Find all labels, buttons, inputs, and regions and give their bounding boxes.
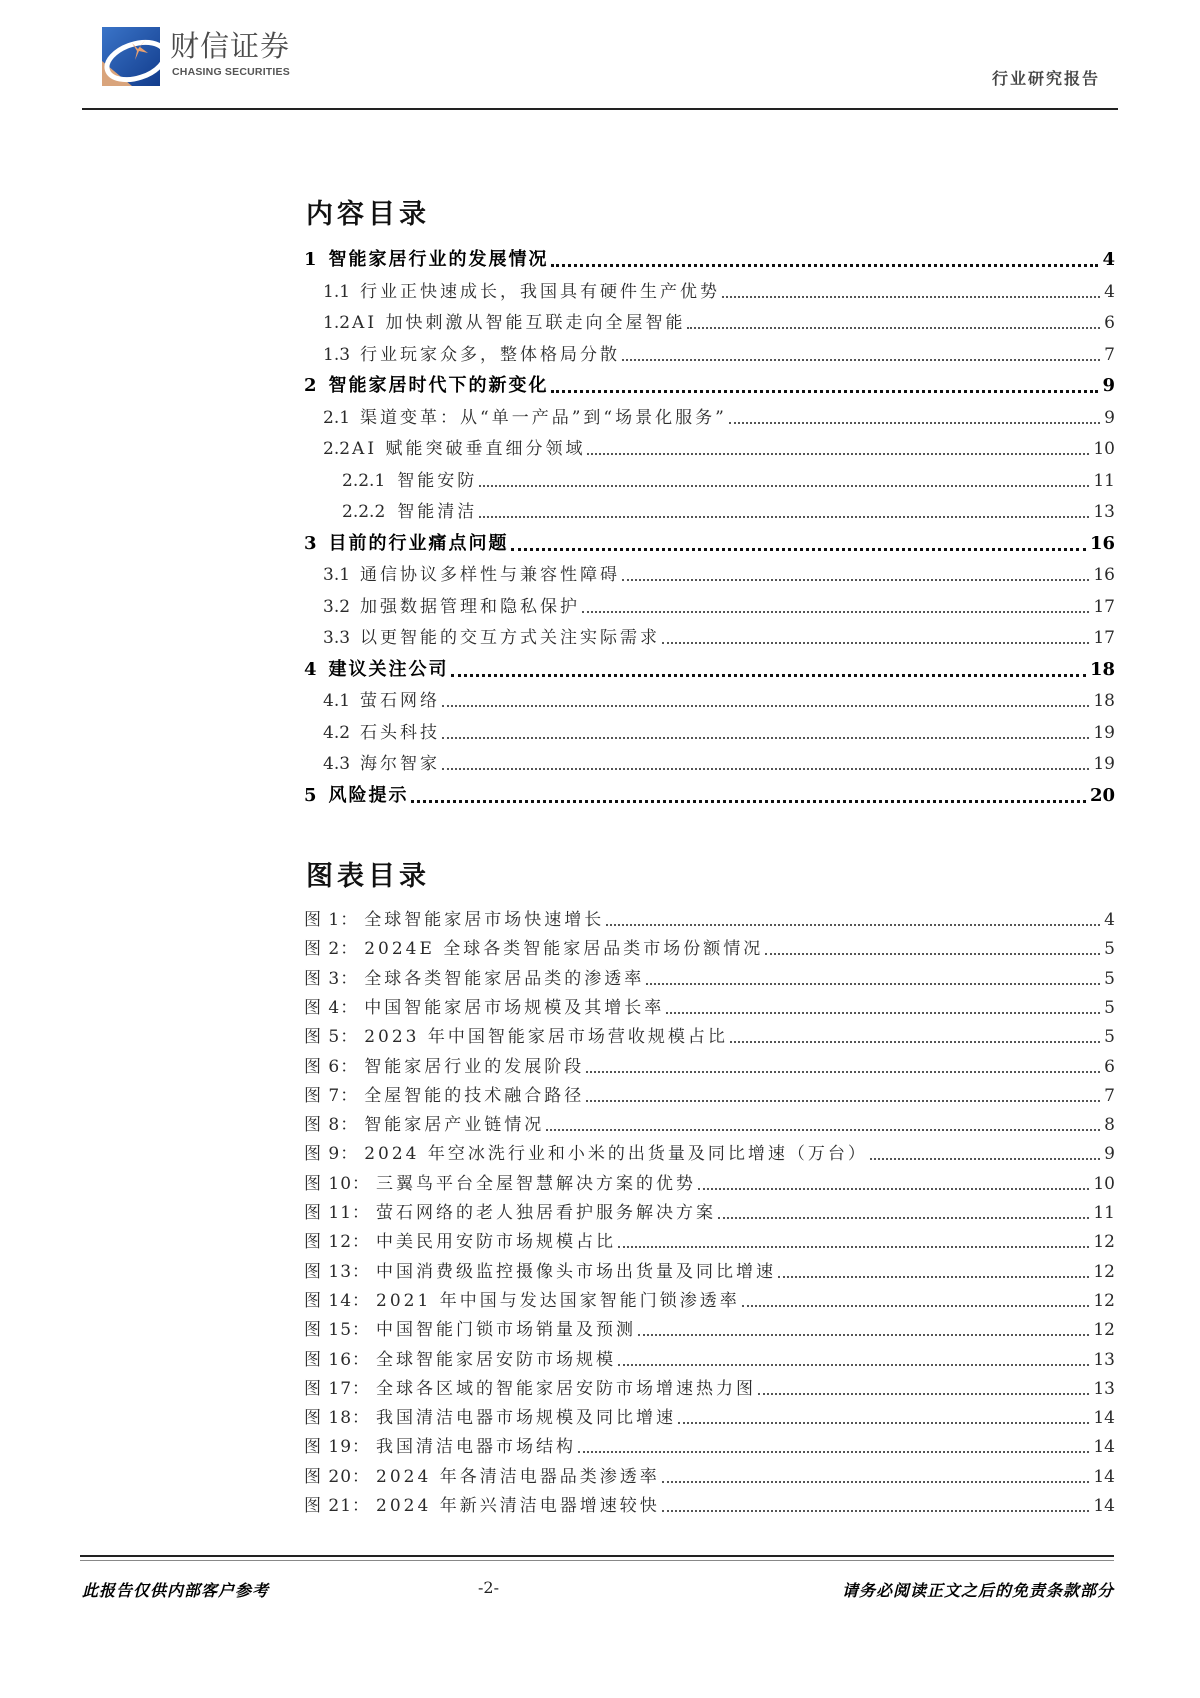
- entry-number: 图 1：: [304, 910, 359, 930]
- toc-entry[interactable]: [304, 780, 1115, 808]
- entry-number: 4.2: [323, 722, 351, 743]
- dot-leader: [758, 1392, 1089, 1395]
- dot-leader: [687, 326, 1100, 329]
- toc-entry[interactable]: [304, 339, 1115, 367]
- entry-label: 加强数据管理和隐私保护: [360, 596, 581, 617]
- entry-label: 三翼鸟平台全屋智慧解决方案的优势: [376, 1173, 697, 1194]
- dot-leader: [442, 704, 1089, 707]
- entry-number: 图 19：: [304, 1437, 371, 1458]
- entry-label: 石头科技: [360, 722, 441, 743]
- toc-entry[interactable]: [304, 654, 1115, 682]
- entry-number: 1: [304, 249, 317, 270]
- figure-list-item[interactable]: [304, 1256, 1115, 1284]
- entry-page-number: 12: [1093, 1261, 1115, 1282]
- figure-list-item[interactable]: [304, 904, 1115, 932]
- entry-label: 2024 年空冰洗行业和小米的出货量及同比增速（万台）: [364, 1144, 868, 1165]
- figure-list-item[interactable]: [304, 1226, 1115, 1254]
- entry-number: 2: [304, 375, 317, 396]
- entry-page-number: 16: [1093, 565, 1115, 585]
- entry-page-number: 4: [1104, 910, 1115, 930]
- company-logo-icon: [102, 27, 160, 86]
- entry-label: 智能家居时代下的新变化: [328, 375, 549, 396]
- entry-label: 智能家居行业的发展情况: [328, 249, 549, 270]
- entry-number: 图 21：: [304, 1496, 371, 1516]
- toc-entry[interactable]: [304, 717, 1115, 745]
- footer-disclaimer-left: 此报告仅供内部客户参考: [82, 1581, 270, 1600]
- dot-leader: [442, 767, 1089, 770]
- toc-entry[interactable]: [304, 433, 1115, 461]
- entry-page-number: 4: [1104, 281, 1115, 302]
- entry-label: 行业正快速成长，我国具有硬件生产优势: [360, 281, 721, 302]
- toc-entry[interactable]: [304, 748, 1115, 776]
- entry-label: 海尔智家: [360, 754, 441, 774]
- entry-number: 图 6：: [304, 1056, 359, 1077]
- entry-label: 中国智能门锁市场销量及预测: [376, 1320, 637, 1341]
- entry-page-number: 14: [1093, 1496, 1115, 1516]
- entry-page-number: 9: [1104, 1144, 1115, 1165]
- entry-label: AI 加快刺激从智能互联走向全屋智能: [352, 313, 686, 333]
- entry-label: 我国清洁电器市场结构: [376, 1437, 577, 1458]
- entry-label: 2024E 全球各类智能家居品类市场份额情况: [364, 939, 764, 960]
- figure-list-item[interactable]: [304, 1080, 1115, 1108]
- entry-label: 萤石网络: [360, 691, 441, 711]
- figure-list-item[interactable]: [304, 1402, 1115, 1430]
- figure-list-title: 图表目录: [306, 861, 430, 892]
- entry-number: 4.3: [323, 754, 351, 774]
- entry-number: 图 13：: [304, 1261, 371, 1282]
- dot-leader: [546, 1128, 1100, 1131]
- entry-number: 2.2.1: [342, 470, 386, 491]
- entry-label: 智能清洁: [397, 502, 478, 522]
- entry-page-number: 11: [1093, 1203, 1115, 1223]
- entry-label: 行业玩家众多，整体格局分散: [360, 344, 621, 365]
- dot-leader: [442, 736, 1089, 739]
- entry-page-number: 5: [1104, 968, 1115, 989]
- dot-leader: [742, 1304, 1090, 1307]
- dot-leader: [587, 452, 1089, 455]
- dot-leader: [622, 358, 1100, 361]
- entry-page-number: 7: [1104, 344, 1115, 365]
- entry-number: 图 9：: [304, 1144, 359, 1165]
- entry-number: 图 10：: [304, 1173, 371, 1194]
- dot-leader: [729, 421, 1100, 424]
- entry-number: 2.1: [323, 407, 351, 428]
- entry-number: 图 4：: [304, 997, 359, 1018]
- dot-leader: [586, 1099, 1100, 1102]
- entry-label: 中国智能家居市场规模及其增长率: [364, 997, 665, 1018]
- entry-number: 图 8：: [304, 1115, 359, 1136]
- toc-entry[interactable]: [304, 276, 1115, 304]
- entry-number: 5: [304, 784, 317, 806]
- entry-label: 萤石网络的老人独居看护服务解决方案: [376, 1203, 717, 1223]
- entry-number: 4.1: [323, 691, 351, 711]
- entry-label: 智能家居产业链情况: [364, 1115, 545, 1136]
- entry-page-number: 7: [1104, 1085, 1115, 1106]
- entry-number: 图 11：: [304, 1203, 371, 1223]
- dot-leader: [722, 295, 1100, 298]
- entry-page-number: 19: [1093, 754, 1115, 774]
- dot-leader: [765, 952, 1100, 955]
- entry-number: 3.3: [323, 628, 351, 648]
- dot-leader: [678, 1421, 1089, 1424]
- entry-number: 2.2.2: [342, 502, 386, 522]
- figure-list-item[interactable]: [304, 1490, 1115, 1518]
- entry-label: 通信协议多样性与兼容性障碍: [360, 565, 621, 585]
- entry-label: 风险提示: [328, 784, 409, 806]
- dot-leader: [618, 1245, 1089, 1248]
- toc-entry[interactable]: [304, 402, 1115, 430]
- entry-number: 4: [304, 658, 317, 680]
- dot-leader: [662, 1480, 1090, 1483]
- entry-number: 图 12：: [304, 1232, 371, 1253]
- entry-page-number: 5: [1104, 997, 1115, 1018]
- entry-number: 图 2：: [304, 939, 359, 960]
- toc-entry[interactable]: [304, 307, 1115, 335]
- entry-label: AI 赋能突破垂直细分领域: [352, 439, 586, 459]
- dot-leader: [479, 484, 1089, 487]
- dot-leader: [662, 1509, 1090, 1512]
- figure-list-item[interactable]: [304, 1431, 1115, 1459]
- dot-leader: [551, 263, 1099, 267]
- entry-label: 2024 年新兴清洁电器增速较快: [376, 1496, 660, 1516]
- entry-label: 全屋智能的技术融合路径: [364, 1085, 585, 1106]
- entry-number: 图 17：: [304, 1378, 371, 1399]
- entry-page-number: 17: [1093, 628, 1115, 648]
- toc-entry[interactable]: [304, 465, 1115, 493]
- dot-leader: [662, 641, 1089, 644]
- dot-leader: [582, 610, 1089, 613]
- entry-number: 1.3: [323, 344, 351, 365]
- entry-label: 建议关注公司: [328, 658, 449, 680]
- entry-label: 中国消费级监控摄像头市场出货量及同比增速: [376, 1261, 777, 1282]
- dot-leader: [666, 1011, 1100, 1014]
- figure-list-item[interactable]: [304, 1344, 1115, 1372]
- figure-list-item[interactable]: [304, 963, 1115, 991]
- entry-number: 3.1: [323, 565, 351, 585]
- figure-list-item[interactable]: [304, 933, 1115, 961]
- dot-leader: [479, 515, 1089, 518]
- entry-page-number: 17: [1093, 596, 1115, 617]
- entry-number: 3: [304, 532, 317, 554]
- toc-entry[interactable]: [304, 528, 1115, 556]
- entry-label: 2021 年中国与发达国家智能门锁渗透率: [376, 1290, 740, 1311]
- entry-page-number: 14: [1093, 1437, 1115, 1458]
- entry-label: 全球智能家居安防市场规模: [376, 1349, 617, 1370]
- table-of-contents: [304, 244, 1115, 814]
- dot-leader: [511, 547, 1086, 551]
- entry-page-number: 4: [1102, 249, 1115, 270]
- dot-leader: [586, 1070, 1100, 1073]
- entry-page-number: 6: [1104, 313, 1115, 333]
- dot-leader: [618, 1363, 1089, 1366]
- entry-number: 1.2: [323, 313, 351, 333]
- entry-number: 图 3：: [304, 968, 359, 989]
- entry-label: 以更智能的交互方式关注实际需求: [360, 628, 661, 648]
- entry-page-number: 10: [1093, 439, 1115, 459]
- entry-number: 3.2: [323, 596, 351, 617]
- toc-entry[interactable]: [304, 370, 1115, 398]
- figure-list-item[interactable]: [304, 1021, 1115, 1049]
- entry-page-number: 12: [1093, 1290, 1115, 1311]
- dot-leader: [870, 1157, 1100, 1160]
- figure-list-item[interactable]: [304, 1051, 1115, 1079]
- entry-page-number: 11: [1093, 470, 1115, 491]
- report-type-label: 行业研究报告: [991, 69, 1100, 88]
- entry-label: 渠道变革：从“单一产品”到“场景化服务”: [360, 407, 727, 428]
- dot-leader: [551, 389, 1099, 393]
- entry-label: 全球各类智能家居品类的渗透率: [364, 968, 645, 989]
- toc-title: 内容目录: [306, 199, 430, 230]
- entry-label: 全球智能家居市场快速增长: [364, 910, 605, 930]
- entry-page-number: 9: [1104, 407, 1115, 428]
- toc-entry[interactable]: [304, 244, 1115, 272]
- figure-list-item[interactable]: [304, 1197, 1115, 1225]
- toc-entry[interactable]: [304, 622, 1115, 650]
- entry-label: 2023 年中国智能家居市场营收规模占比: [364, 1027, 728, 1048]
- entry-page-number: 20: [1089, 784, 1115, 806]
- entry-page-number: 9: [1102, 375, 1115, 396]
- footer-divider: [80, 1555, 1114, 1561]
- dot-leader: [718, 1216, 1089, 1219]
- toc-entry[interactable]: [304, 559, 1115, 587]
- entry-number: 图 14：: [304, 1290, 371, 1311]
- entry-page-number: 18: [1089, 658, 1115, 680]
- entry-label: 2024 年各清洁电器品类渗透率: [376, 1466, 660, 1487]
- entry-number: 图 15：: [304, 1320, 371, 1341]
- figure-list-item[interactable]: [304, 1285, 1115, 1313]
- figure-list-item[interactable]: [304, 992, 1115, 1020]
- figure-list-item[interactable]: [304, 1373, 1115, 1401]
- figure-list-item[interactable]: [304, 1168, 1115, 1196]
- header-divider: [82, 108, 1118, 110]
- dot-leader: [778, 1275, 1089, 1278]
- dot-leader: [646, 982, 1100, 985]
- entry-label: 我国清洁电器市场规模及同比增速: [376, 1408, 677, 1429]
- entry-number: 图 16：: [304, 1349, 371, 1370]
- entry-page-number: 16: [1089, 532, 1115, 554]
- entry-page-number: 12: [1093, 1232, 1115, 1253]
- dot-leader: [698, 1187, 1089, 1190]
- entry-number: 图 5：: [304, 1027, 359, 1048]
- entry-number: 2.2: [323, 439, 351, 459]
- entry-page-number: 5: [1104, 1027, 1115, 1048]
- entry-number: 图 18：: [304, 1408, 371, 1429]
- entry-page-number: 8: [1104, 1115, 1115, 1136]
- entry-label: 智能家居行业的发展阶段: [364, 1056, 585, 1077]
- company-name-cn: 财信证券: [170, 29, 291, 63]
- entry-page-number: 13: [1093, 502, 1115, 522]
- entry-label: 目前的行业痛点问题: [328, 532, 509, 554]
- entry-label: 中美民用安防市场规模占比: [376, 1232, 617, 1253]
- dot-leader: [411, 799, 1086, 803]
- dot-leader: [730, 1040, 1100, 1043]
- entry-page-number: 10: [1093, 1173, 1115, 1194]
- entry-number: 图 7：: [304, 1085, 359, 1106]
- entry-page-number: 19: [1093, 722, 1115, 743]
- entry-number: 图 20：: [304, 1466, 371, 1487]
- figure-list-item[interactable]: [304, 1109, 1115, 1137]
- company-name-en: CHASING SECURITIES: [172, 66, 290, 78]
- entry-number: 1.1: [323, 281, 351, 302]
- dot-leader: [638, 1333, 1089, 1336]
- entry-page-number: 14: [1093, 1408, 1115, 1429]
- dot-leader: [606, 923, 1100, 926]
- entry-page-number: 5: [1104, 939, 1115, 960]
- figure-list: [304, 904, 1115, 1564]
- figure-list-item[interactable]: [304, 1314, 1115, 1342]
- entry-page-number: 6: [1104, 1056, 1115, 1077]
- entry-page-number: 13: [1093, 1349, 1115, 1370]
- figure-list-item[interactable]: [304, 1138, 1115, 1166]
- entry-label: 智能安防: [397, 470, 478, 491]
- toc-entry[interactable]: [304, 591, 1115, 619]
- dot-leader: [622, 578, 1089, 581]
- dot-leader: [578, 1450, 1089, 1453]
- dot-leader: [451, 673, 1086, 677]
- entry-page-number: 13: [1093, 1378, 1115, 1399]
- page-number: -2-: [478, 1578, 499, 1597]
- entry-page-number: 12: [1093, 1320, 1115, 1341]
- entry-label: 全球各区域的智能家居安防市场增速热力图: [376, 1378, 757, 1399]
- entry-page-number: 14: [1093, 1466, 1115, 1487]
- toc-entry[interactable]: [304, 685, 1115, 713]
- toc-entry[interactable]: [304, 496, 1115, 524]
- figure-list-item[interactable]: [304, 1461, 1115, 1489]
- entry-page-number: 18: [1093, 691, 1115, 711]
- footer-disclaimer-right: 请务必阅读正文之后的免责条款部分: [841, 1581, 1114, 1600]
